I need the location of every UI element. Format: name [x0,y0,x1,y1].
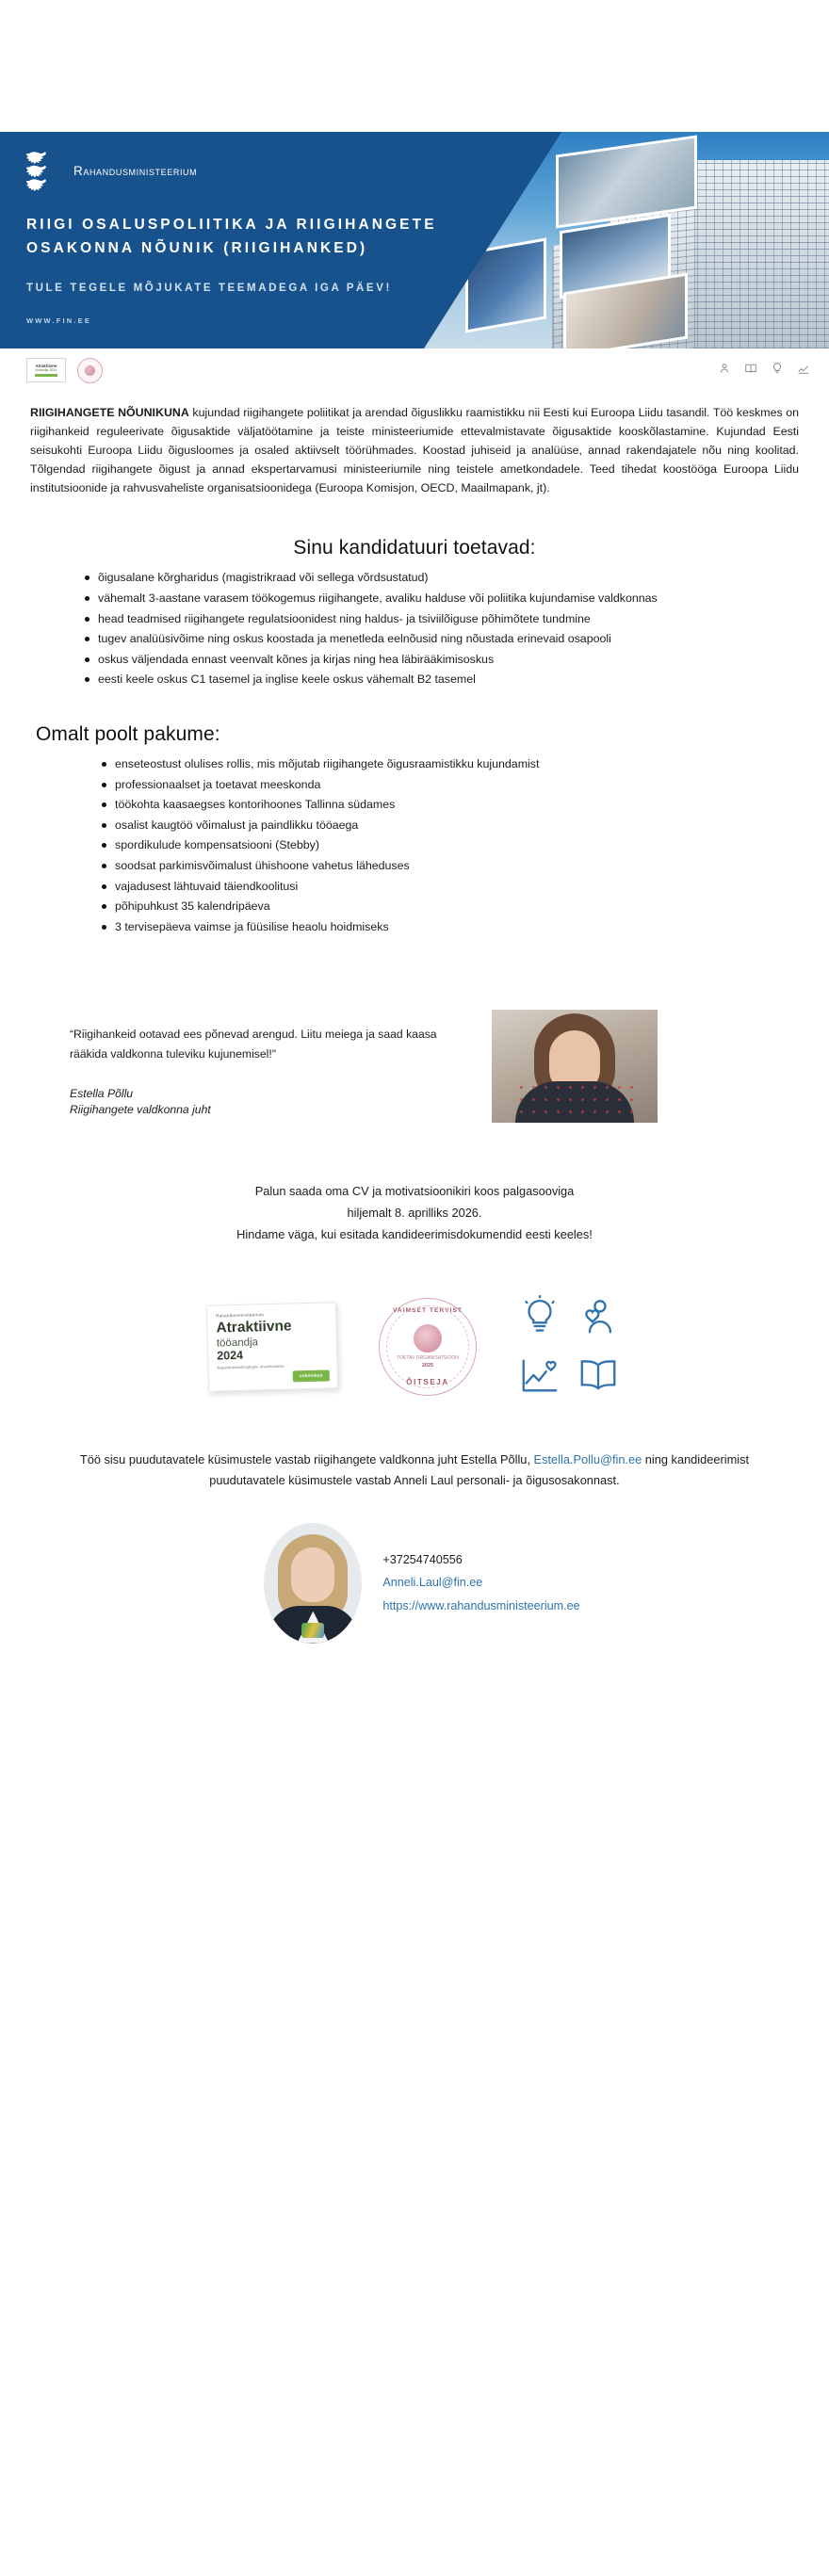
intro-paragraph [30,403,799,497]
mental-health-seal-small [77,358,103,383]
intro-lead: RIIGIHANGETE NÕUNIKUNA [30,406,189,419]
estella-email-link[interactable]: Estella.Pollu@fin.ee [533,1451,642,1466]
contact-note-part2: ning kandideerimist puudutavatele küsimustele vastab Anneli Laul personali- ja õigusosakonnast. [209,1451,750,1487]
attractive-employer-badge-small: Atraktiivne tööandja 2024 [26,358,66,382]
list-item: osalist kaugtöö võimalust ja paindlikku tööaega [102,817,799,835]
list-item: vähemalt 3-aastane varasem töökogemus riigihangete, avaliku halduse või poliitika kujundamise valdkonnas [85,590,799,608]
list-item: enseteostust olulises rollis, mis mõjutab riigihangete õigusraamistikku kujundamist [102,755,799,774]
testimonial-quote: “Riigihankeid ootavad ees põnevad arengud. Liitu meiega ja saad kaasa rääkida valdkonna tuleviku kujunemisel!" [70,1028,437,1061]
hero-banner [0,132,829,348]
seal-year: 2025 [422,1363,433,1369]
seal-bottom-text: ÕITSEJA [406,1377,449,1386]
open-book-icon [577,1353,622,1399]
job-title: RIIGI OSALUSPOLIITIKA JA RIIGIHANGETE OSAKONNA NÕUNIK (RIIGIHANKED) [26,217,437,257]
list-item: eesti keele oskus C1 tasemel ja inglise keele oskus vähemalt B2 tasemel [85,671,799,689]
testimonial-author-role: Riigihangete valdkonna juht [70,1102,211,1116]
award-line-1: Atraktiivne [216,1318,292,1337]
list-item: põhipuhkust 35 kalendripäeva [102,898,799,916]
estonian-coat-of-arms-icon [26,149,58,192]
list-item: 3 tervisepäeva vaimse ja füüsilise heaolu hoidmiseks [102,918,799,937]
contact-website-link[interactable]: https://www.rahandusministeerium.ee [382,1598,580,1612]
seal-mid-text: TOETAV ORGANISATSIOON [397,1355,459,1362]
list-item: töökohta kaasaegses kontorihoones Tallinna südames [102,796,799,815]
requirements-list [30,569,799,689]
list-item: spordikulude kompensatsiooni (Stebby) [102,836,799,855]
contact-phone[interactable]: +37254740556 [382,1552,463,1566]
list-item: tugev analüüsivõime ning oskus koostada ja menetleda eelnõusid ning nõustada erinevaid osapooli [85,630,799,649]
ministry-identity [26,149,829,192]
value-icons-grid [518,1295,622,1399]
offer-title: Omalt poolt pakume: [36,723,220,746]
contact-note [72,1450,757,1491]
award-line-3: 2024 [217,1348,244,1362]
list-item: professionaalset ja toetavat meeskonda [102,776,799,795]
banner-tagline: TULE TEGELE MÕJUKATE TEEMADEGA IGA PÄEV! [26,283,392,295]
book-icon [744,362,757,380]
contact-note-part1: Töö sisu puudutavatele küsimustele vastab riigihangete valdkonna juht Estella Põllu, [79,1451,534,1466]
award-line-2: tööandja [216,1336,259,1349]
content-area [0,388,829,1644]
award-footnote: Majanduskoolitusjärgne arvestusaasta [217,1363,284,1370]
contact-email[interactable]: Anneli.Laul@fin.ee [382,1576,483,1590]
attractive-employer-award-badge [206,1302,338,1392]
banner-website[interactable]: WWW.FIN.EE [26,316,92,326]
seal-top-text: VAIMSET TERVIST [392,1306,463,1314]
requirements-title: Sinu kandidatuuri toetavad: [293,537,536,559]
apply-line-3: Hindame väga, kui esitada kandideerimisdokumendid eesti keeles! [236,1226,593,1241]
ministry-name: Rahandusministeerium [73,163,198,178]
apply-line-2: hiljemalt 8. aprilliks 2026. [347,1206,482,1221]
chart-heart-icon [797,362,810,380]
list-item: head teadmised riigihangete regulatsioonidest ning haldus- ja tsiviilõiguse põhimõtete tundmine [85,610,799,629]
intro-body: kujundad riigihangete poliitikat ja arendad õiguslikku raamistikku nii Eesti kui Euroopa Liidu tasandil. Töö keskmes on riigihankeid reguleerivate õigusaktide väljatöötamine ja teiste ministeeriumide ettevalmistavate õigusaktide kooskõlastamine. Kujundad Eesti seisukohti Euroopa Liidu õigusloomes ja osaled aktiivselt töörühmades. Koostad juhiseid ja analüüse, annad rakendajatele nõu ning koolitad. Tõlgendad riigihangete õigust ja annad ekspertarvamusi ministeeriumile ning teistele ametkondadele. Teed tihedat koostööga Euroopa Liidu institutsioonide ja rahvusvaheliste organisatsioonidega (Euroopa Komisjon, OECD, Maailmapank, jt). [30,406,800,495]
person-care-icon [577,1295,622,1340]
list-item: soodsat parkimisvõimalust ühishoone vahetus läheduses [102,857,799,876]
seal-flower-icon [414,1324,442,1353]
top-whitespace [0,0,829,132]
estella-portrait-photo [492,1010,658,1123]
contact-person-block [30,1523,799,1644]
testimonial-block [30,1010,799,1123]
logo-strip [0,348,829,388]
award-ribbon: cvkeskus [293,1369,330,1382]
testimonial-author-name: Estella Põllu [70,1087,134,1101]
award-ministry-label: Rahandusministeerium [216,1311,265,1319]
offer-list [30,755,799,936]
lightbulb-icon [518,1295,563,1340]
lightbulb-icon [771,362,784,380]
apply-instructions [30,1181,799,1245]
mental-health-seal-badge [379,1298,477,1396]
person-icon [718,362,731,380]
bottom-whitespace [0,1644,829,1689]
list-item: õigusalane kõrgharidus (magistrikraad või sellega võrdsustatud) [85,569,799,588]
list-item: oskus väljendada ennast veenvalt kõnes ja kirjas ning hea läbirääkimisoskus [85,651,799,670]
chart-heart-icon [518,1353,563,1399]
anneli-portrait-photo [264,1523,362,1644]
apply-line-1: Palun saada oma CV ja motivatsioonikiri koos palgasooviga [254,1184,575,1199]
awards-row [30,1295,799,1399]
list-item: vajadusest lähtuvaid täiendkoolitusi [102,878,799,897]
